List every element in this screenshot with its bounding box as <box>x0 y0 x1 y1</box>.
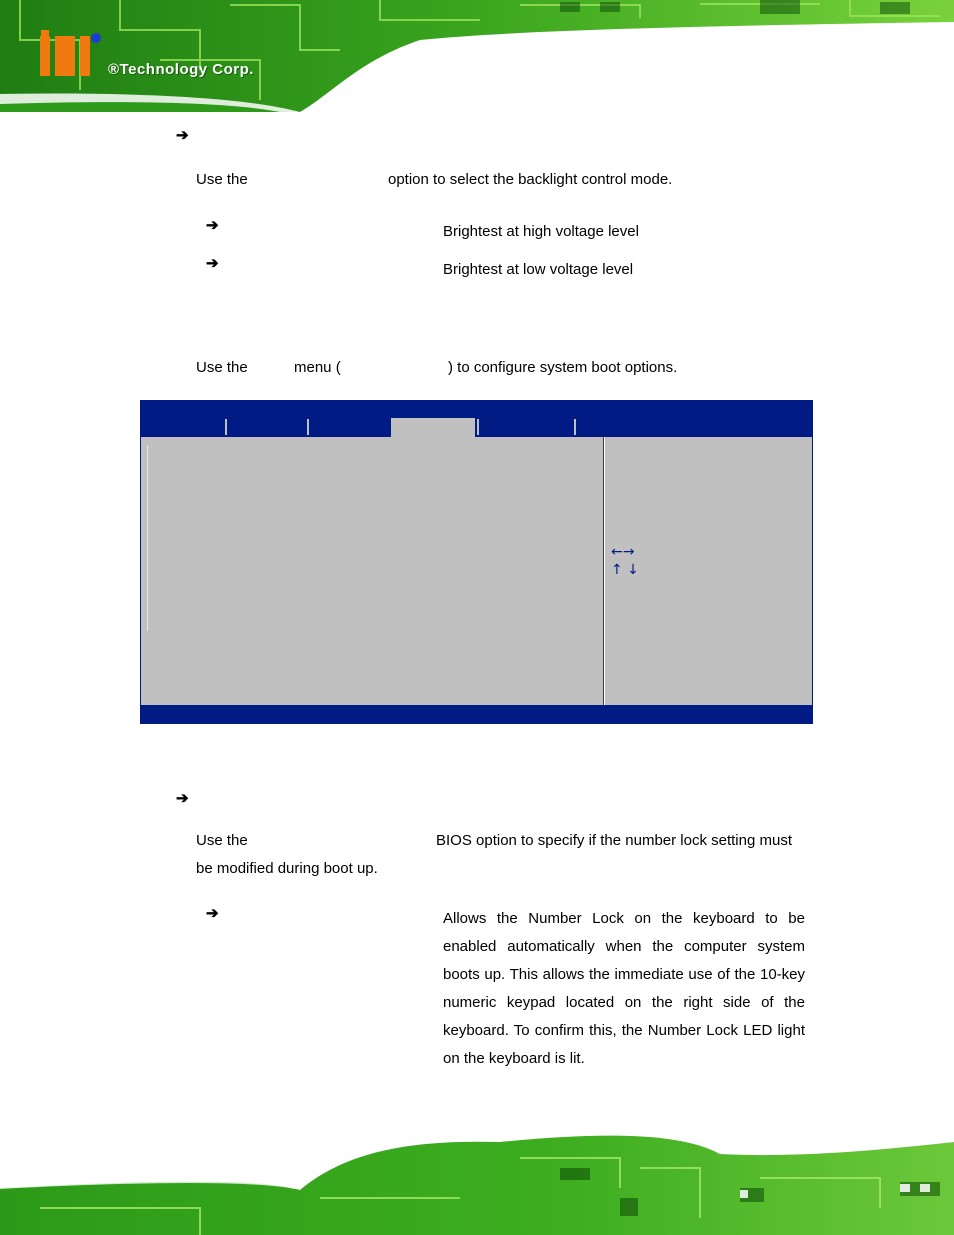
bios-nav-up-down-keys: ↑ ↓ <box>611 562 639 578</box>
header-banner <box>0 0 954 112</box>
option-arrow-icon: ➔ <box>206 905 219 922</box>
bios-boot-menu-screenshot <box>140 400 813 724</box>
bios-tab-separator <box>307 419 309 435</box>
bullet-arrow-icon: ➔ <box>176 127 189 144</box>
bios-tab-boot-active[interactable] <box>391 418 475 437</box>
company-name: ®Technology Corp. <box>108 61 254 78</box>
numlock-option-description: Allows the Number Lock on the keyboard to be enabled automatically when the computer system boots up. This allows the immediate use of the 10-key numeric keypad located on the right side of the keyboard. To confirm this, the Number Lock LED light on the keyboard is lit. <box>443 910 805 1067</box>
numlock-intro-right: BIOS option to specify if the number lock setting must <box>436 832 793 849</box>
circuit-board-graphic <box>0 0 954 112</box>
backlight-option-1-description: Brightest at high voltage level <box>443 223 639 240</box>
backlight-option-2-description: Brightest at low voltage level <box>443 261 634 278</box>
bios-tab-separator <box>225 419 227 435</box>
option-arrow-icon: ➔ <box>206 217 219 234</box>
bios-left-border <box>147 445 148 631</box>
circuit-board-footer-graphic <box>0 1128 954 1235</box>
bullet-arrow-icon: ➔ <box>176 790 189 807</box>
bios-tab-separator <box>477 419 479 435</box>
backlight-intro-right: option to select the backlight control mode. <box>388 171 673 188</box>
boot-intro-mid: menu ( <box>294 359 341 376</box>
bios-status-bar <box>141 705 812 723</box>
bios-panel-divider-highlight <box>604 437 605 707</box>
boot-intro-right: ) to configure system boot options. <box>448 359 678 376</box>
option-arrow-icon: ➔ <box>206 255 219 272</box>
footer-banner <box>0 1128 954 1235</box>
numlock-intro-line2: be modified during boot up. <box>196 860 378 877</box>
boot-intro-left: Use the <box>196 359 248 376</box>
bios-tab-separator <box>574 419 576 435</box>
bios-nav-left-right-keys: ←→ <box>611 544 635 560</box>
numlock-intro-left: Use the <box>196 832 248 849</box>
backlight-intro-left: Use the <box>196 171 248 188</box>
